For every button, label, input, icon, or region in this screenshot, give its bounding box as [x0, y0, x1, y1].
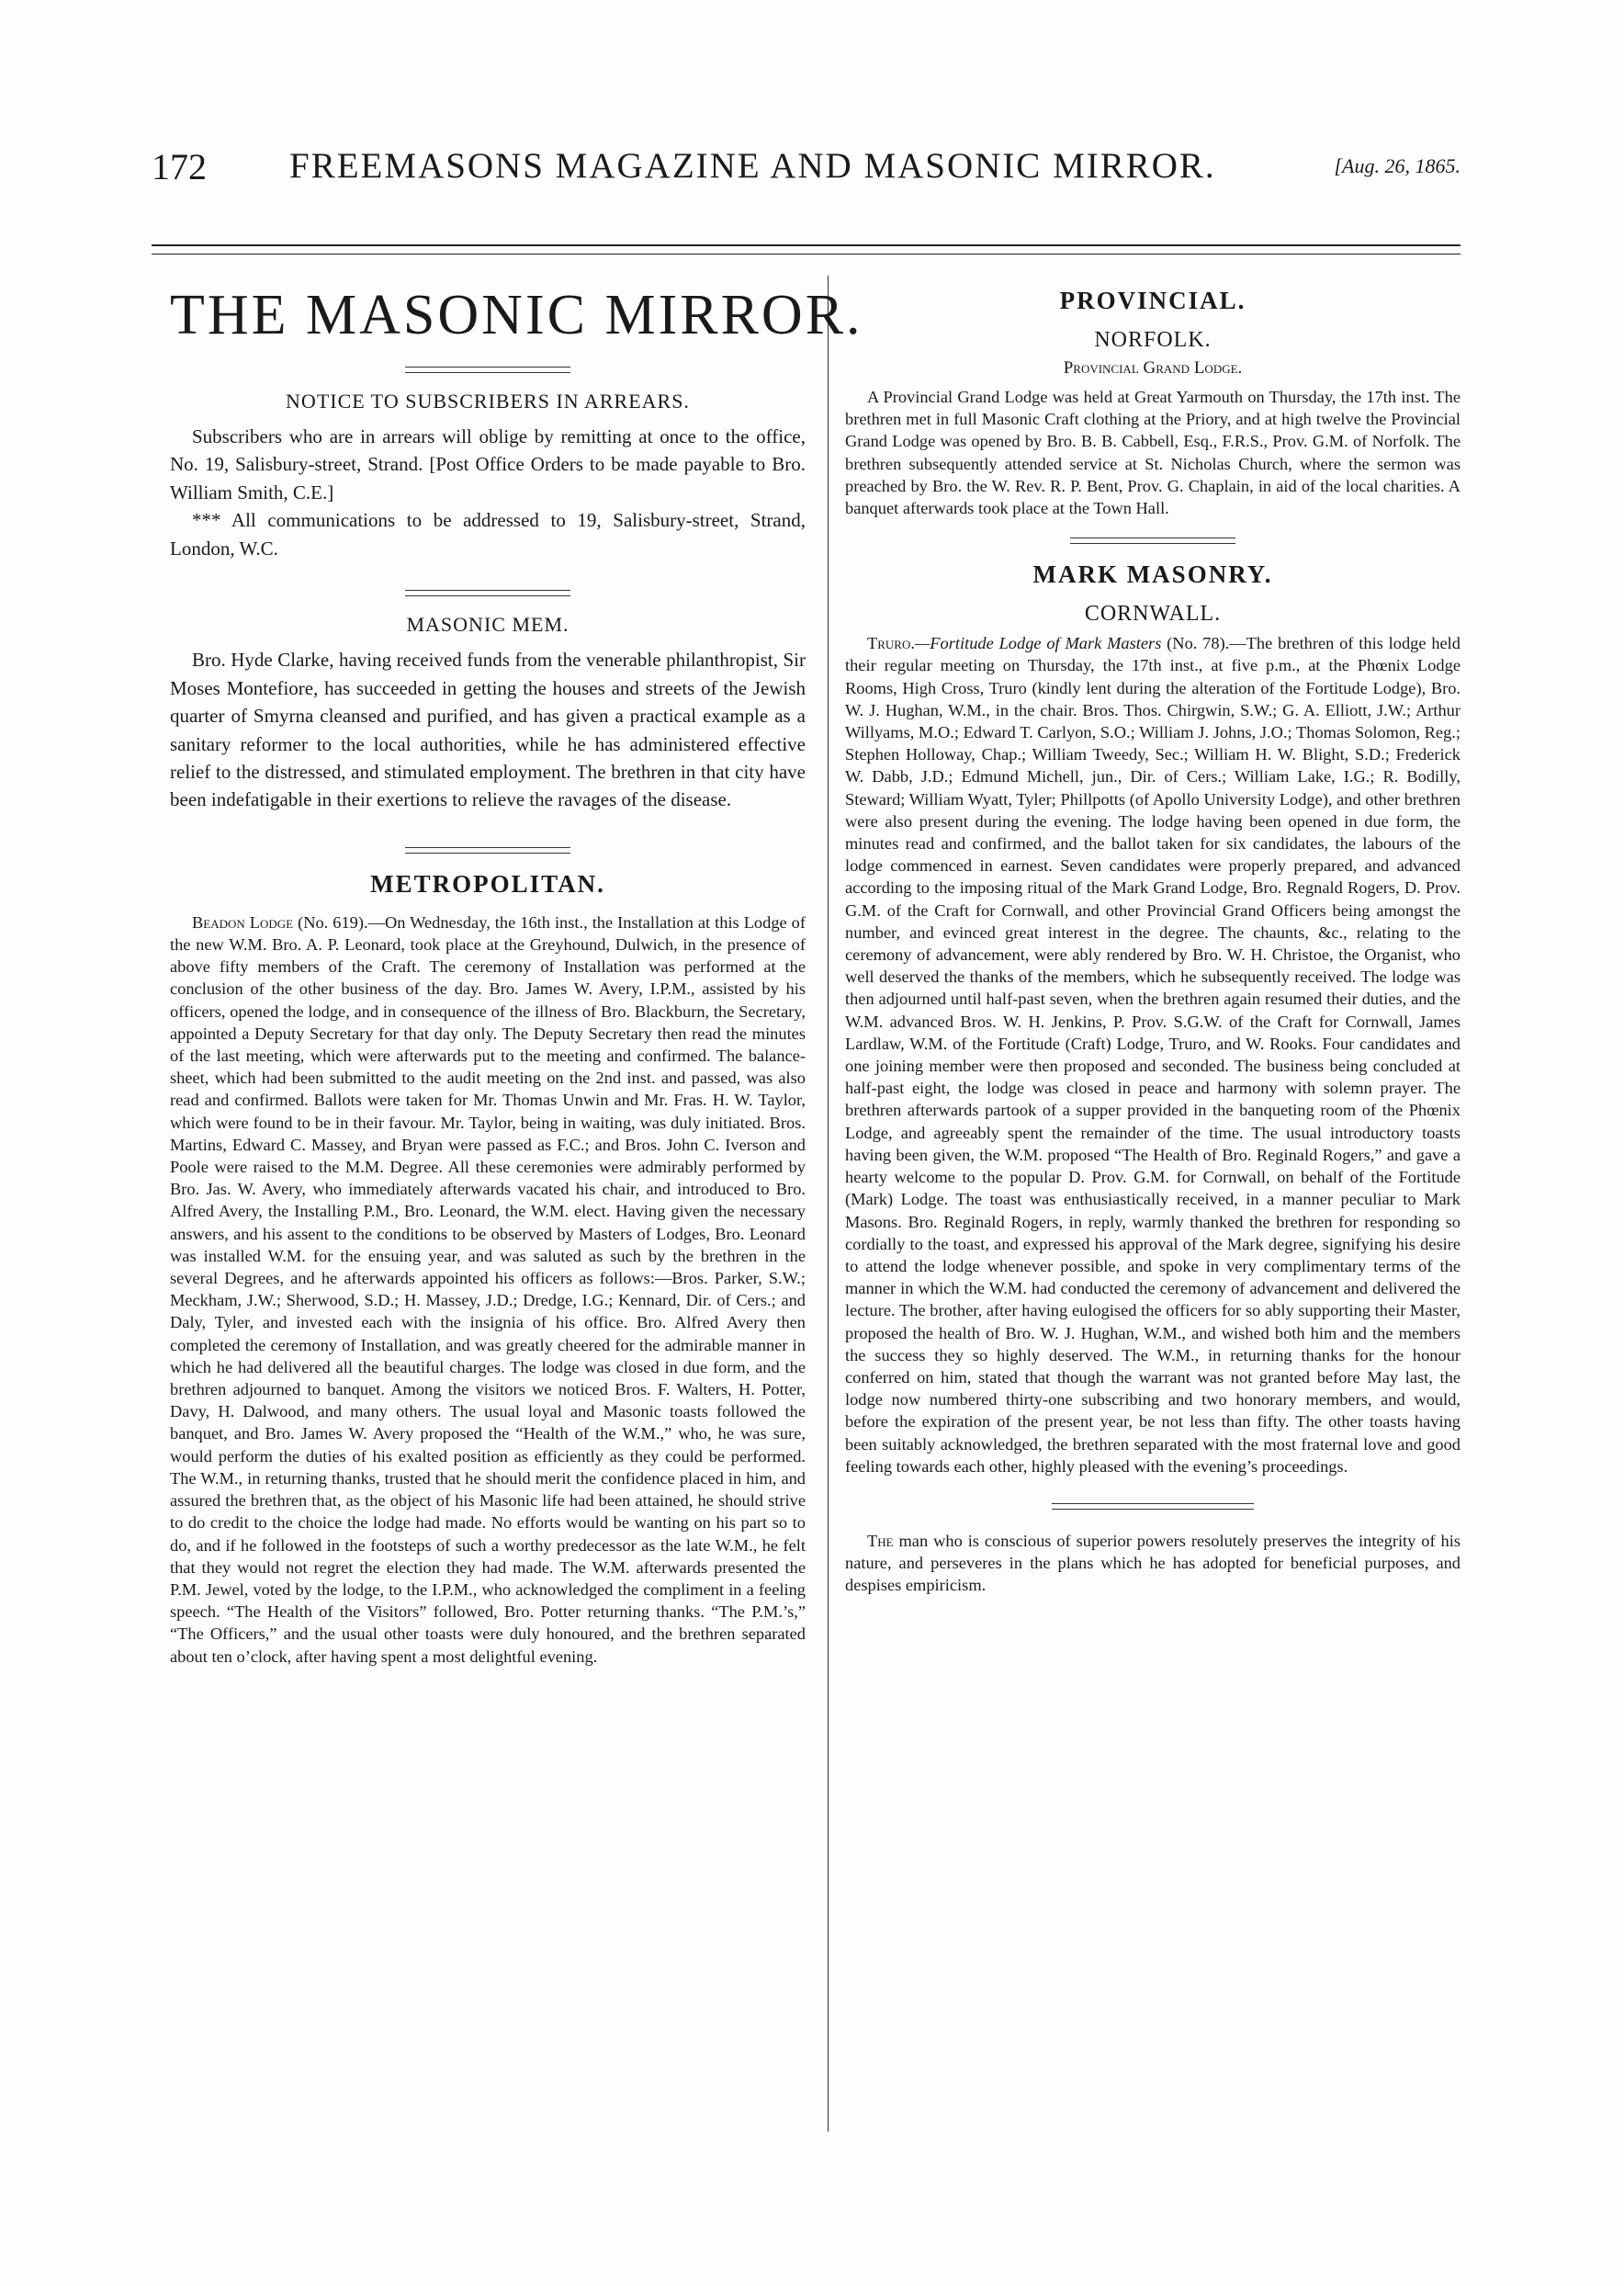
provincial-heading: PROVINCIAL. [1059, 287, 1246, 314]
left-column [170, 276, 863, 1668]
page-number: 172 [152, 146, 207, 187]
right-column [845, 276, 1460, 1597]
double-rule [170, 367, 806, 373]
norfolk-heading: NORFOLK. [1094, 328, 1212, 352]
header-rule [152, 244, 1460, 246]
metropolitan-section [170, 911, 806, 1668]
notice-communications: *** All communications to be addressed to 19, Salisbury-street, Strand, London, W.C. [170, 509, 806, 560]
maxim-lead: The [867, 1531, 894, 1550]
provincial-subtitle: Provincial Grand Lodge. [1063, 358, 1243, 378]
double-rule [170, 590, 806, 596]
mem-section [170, 646, 806, 814]
mark-paragraph [845, 632, 1460, 1477]
notice-title: NOTICE TO SUBSCRIBERS IN ARREARS. [286, 390, 690, 413]
maxim-section [845, 1530, 1460, 1597]
header-rule-thin [152, 254, 1460, 255]
page-header [152, 138, 1460, 193]
mark-text: (No. 78).—The brethren of this lodge held their regular meeting on Thursday, the 17th inst., at five p.m., at the Phœnix Lodge Rooms, High Cross, Truro (kindly lent during the alteration of the Fortitude Lodge), Bro. W. J. Hughan, W.M., in the chair. Bros. Thos. Chirgwin, S.W.; G. A. Elliott, J.W.; Arthur Willyams, M.O.; Edward T. Carlyon, S.O.; William J. Johns, J.O.; Thomas Solomon, Reg.; Stephen Holloway, Chap.; William Tweedy, Sec.; William H. W. Blight, S.D.; Frederick W. Dabb, J.D.; Edmund Michell, jun., Dir. of Cers.; William Lake, I.G.; R. Bodilly, Steward; William Wyatt, Tyler; Phillpotts (of Apollo University Lodge), and other brethren were also present during the evening. The lodge having been opened in due form, the minutes read and confirmed, and the ballot taken for six candidates, the labours of the lodge commenced in earnest. Seven candidates were properly prepared, and advanced according to the imposing ritual of the Mark Grand Lodge, Bro. Regnald Rogers, D. Prov. G.M. of the Craft for Cornwall, and other Provincial Grand Officers being amongst the number, and evinced great interest in the degree. The chaunts, &c., relating to the ceremony of advancement, were ably rendered by Bro. W. H. Christoe, the Organist, who well deserved the thanks of the members, which he subsequently received. The lodge was then adjourned until half-past seven, when the brethren again resumed their duties, and the W.M. advanced Bros. W. H. Jenkins, P. Prov. S.G.W. of the Craft for Cornwall, James Lardlaw, W.M. of the Fortitude (Craft) Lodge, Truro, and W. Rooks. Four candidates and one joining member were then proposed and seconded. The business being concluded at half-past eight, the lodge was closed in peace and harmony with solemn prayer. The brethren afterwards partook of a supper provided in the banqueting room of the Phœnix Lodge, and agreeably spent the remainder of the time. The usual introductory toasts having been given, the W.M. proposed “The Health of Bro. Reginald Rogers,” and gave a hearty welcome to the popular D. Prov. G.M. for Cornwall, on behalf of the Fortitude (Mark) Lodge. The toast was enthusiastically received, in a manner peculiar to Mark Masons. Bro. Reginald Rogers, in reply, warmly thanked the brethren for responding so cordially to the toast, and expressed his approval of the Mark degree, signifying his desire to attend the lodge whenever possible, and spoke in very complimentary terms of the manner in which the W.M. had conducted the ceremony of advancement and delivered the lecture. The brother, after having eulogised the officers for so ably supporting their Master, proposed the health of Bro. W. J. Hughan, W.M., and wished both him and the members the success they so highly deserved. The W.M., in returning thanks for the honour conferred on him, stated that though the warrant was not granted before May last, the lodge now numbered thirty-one subscribing and two honorary members, and would, before the expiration of the present year, be not less than fifty. The other toasts having been suitably acknowledged, the brethren separated with the most fraternal love and good feeling towards each other, highly pleased with the evening’s proceedings. [845, 634, 1460, 1476]
cornwall-heading: CORNWALL. [1084, 602, 1222, 627]
provincial-section [845, 386, 1460, 519]
metropolitan-heading: METROPOLITAN. [370, 869, 605, 898]
masthead: THE MASONIC MIRROR. [170, 284, 863, 346]
column-divider [828, 276, 829, 2132]
mem-title: MASONIC MEM. [406, 613, 570, 637]
mark-section [845, 632, 1460, 1477]
metropolitan-text: (No. 619).—On Wednesday, the 16th inst., the Installation at this Lodge of the new W.M. Bro. A. P. Leonard, took place at the Greyhound, Dulwich, in the presence of above fifty members of the Craft. The ceremony of Installation was performed at the conclusion of the other business of the day. Bro. James W. Avery, I.P.M., assisted by his officers, opened the lodge, and in consequence of the illness of Bro. Blackburn, the Secretary, appointed a Deputy Secretary for that day only. The Deputy Secretary then read the minutes of the last meeting, which were afterwards put to the meeting and confirmed. The balance-sheet, which had been submitted to the audit meeting on the 2nd inst. and passed, was also read and confirmed. Ballots were taken for Mr. Thomas Unwin and Mr. Fras. H. W. Taylor, which were found to be in their favour. Mr. Taylor, being in waiting, was duly initiated. Bros. Martins, Edward C. Massey, and Bryan were passed as F.C.; and Bros. John C. Iverson and Poole were raised to the M.M. Degree. All these ceremonies were admirably performed by Bro. Jas. W. Avery, who immediately afterwards vacated his chair, and introduced to Bro. Alfred Avery, the Installing P.M., Bro. Leonard, the W.M. elect. Having given the necessary answers, and his assent to the conditions to be observed by Masters of Lodges, Bro. Leonard was installed W.M. for the ensuing year, and was saluted as such by the brethren in the several Degrees, and he afterwards appointed his officers as follows:—Bros. Parker, S.W.; Meckham, J.W.; Sherwood, S.D.; H. Massey, J.D.; Dredge, I.G.; Kennard, Dir. of Cers.; and Daly, Tyler, and invested each with the insignia of his office. Bro. Alfred Avery then completed the ceremony of Installation, and was greatly cheered for the admirable manner in which he had delivered all the beautiful charges. The lodge was closed in due form, and the brethren adjourned to banquet. Among the visitors we noticed Bros. F. Walters, H. Potter, Davy, H. Dalwood, and many others. The usual loyal and Masonic toasts followed the banquet, and Bro. James W. Avery proposed the “Health of the W.M.,” who, he was sure, would perform the duties of his exalted position as efficiently as they could be performed. The W.M., in returning thanks, trusted that he should merit the confidence placed in him, and assured the brethren that, as the object of his Masonic life had been attained, he should strive to do credit to the choice the lodge had made. No efforts would be wanting on his part so to do, and if he followed in the footsteps of such a worthy predecessor as the late W.M., he felt that they would not regret the election they had made. The W.M. afterwards presented the P.M. Jewel, voted by the lodge, to the I.P.M., who acknowledged the compliment in a feeling speech. “The Health of the Visitors” followed, Bro. Potter returning thanks. “The P.M.’s,” “The Officers,” and the usual other toasts were duly honoured, and the brethren separated about ten o’clock, after having spent a most delightful evening. [170, 912, 806, 1666]
metropolitan-paragraph [170, 911, 806, 1668]
double-rule [845, 538, 1460, 544]
town-name: Truro. [867, 634, 915, 653]
magazine-title: FREEMASONS MAGAZINE AND MASONIC MIRROR. [289, 146, 1216, 186]
maxim-paragraph [845, 1530, 1460, 1597]
notice-section [170, 423, 806, 562]
maxim-text: man who is conscious of superior powers resolutely preserves the integrity of his nature, and perseveres in the plans which he has adopted for beneficial purposes, and despises empiricism. [845, 1531, 1460, 1595]
notice-paragraph: Subscribers who are in arrears will oblige by remitting at once to the office, No. 19, Salisbury-street, Strand. [Post Office Orders to be made payable to Bro. William Smith, C.E.] [170, 425, 806, 504]
issue-date: [Aug. 26, 1865. [1334, 154, 1460, 177]
mem-paragraph: Bro. Hyde Clarke, having received funds from the venerable philanthropist, Sir Moses Montefiore, has succeeded in getting the houses and streets of the Jewish quarter of Smyrna cleansed and purified, and has given a practical example as a sanitary reformer to the local authorities, while he has administered effective relief to the distressed, and stimulated employment. The brethren in that city have been indefatigable in their exertions to relieve the ravages of the disease. [170, 649, 806, 811]
provincial-paragraph: A Provincial Grand Lodge was held at Great Yarmouth on Thursday, the 17th inst. The brethren met in full Masonic Craft clothing at the Priory, and at high twelve the Provincial Grand Lodge was opened by Bro. B. B. Cabbell, Esq., F.R.S., Prov. G.M. of Norfolk. The brethren subsequently attended service at St. Nicholas Church, where the sermon was preached by Bro. the W. Rev. R. P. Bent, Prov. G. Chaplain, in aid of the local charities. A banquet afterwards took place at the Town Hall. [845, 388, 1460, 518]
lodge-name: Beadon Lodge [192, 912, 294, 932]
double-rule [170, 847, 806, 854]
lodge-name-italic: —Fortitude Lodge of Mark Masters [914, 634, 1162, 653]
mark-heading: MARK MASONRY. [1032, 560, 1273, 589]
double-rule [845, 1503, 1460, 1510]
